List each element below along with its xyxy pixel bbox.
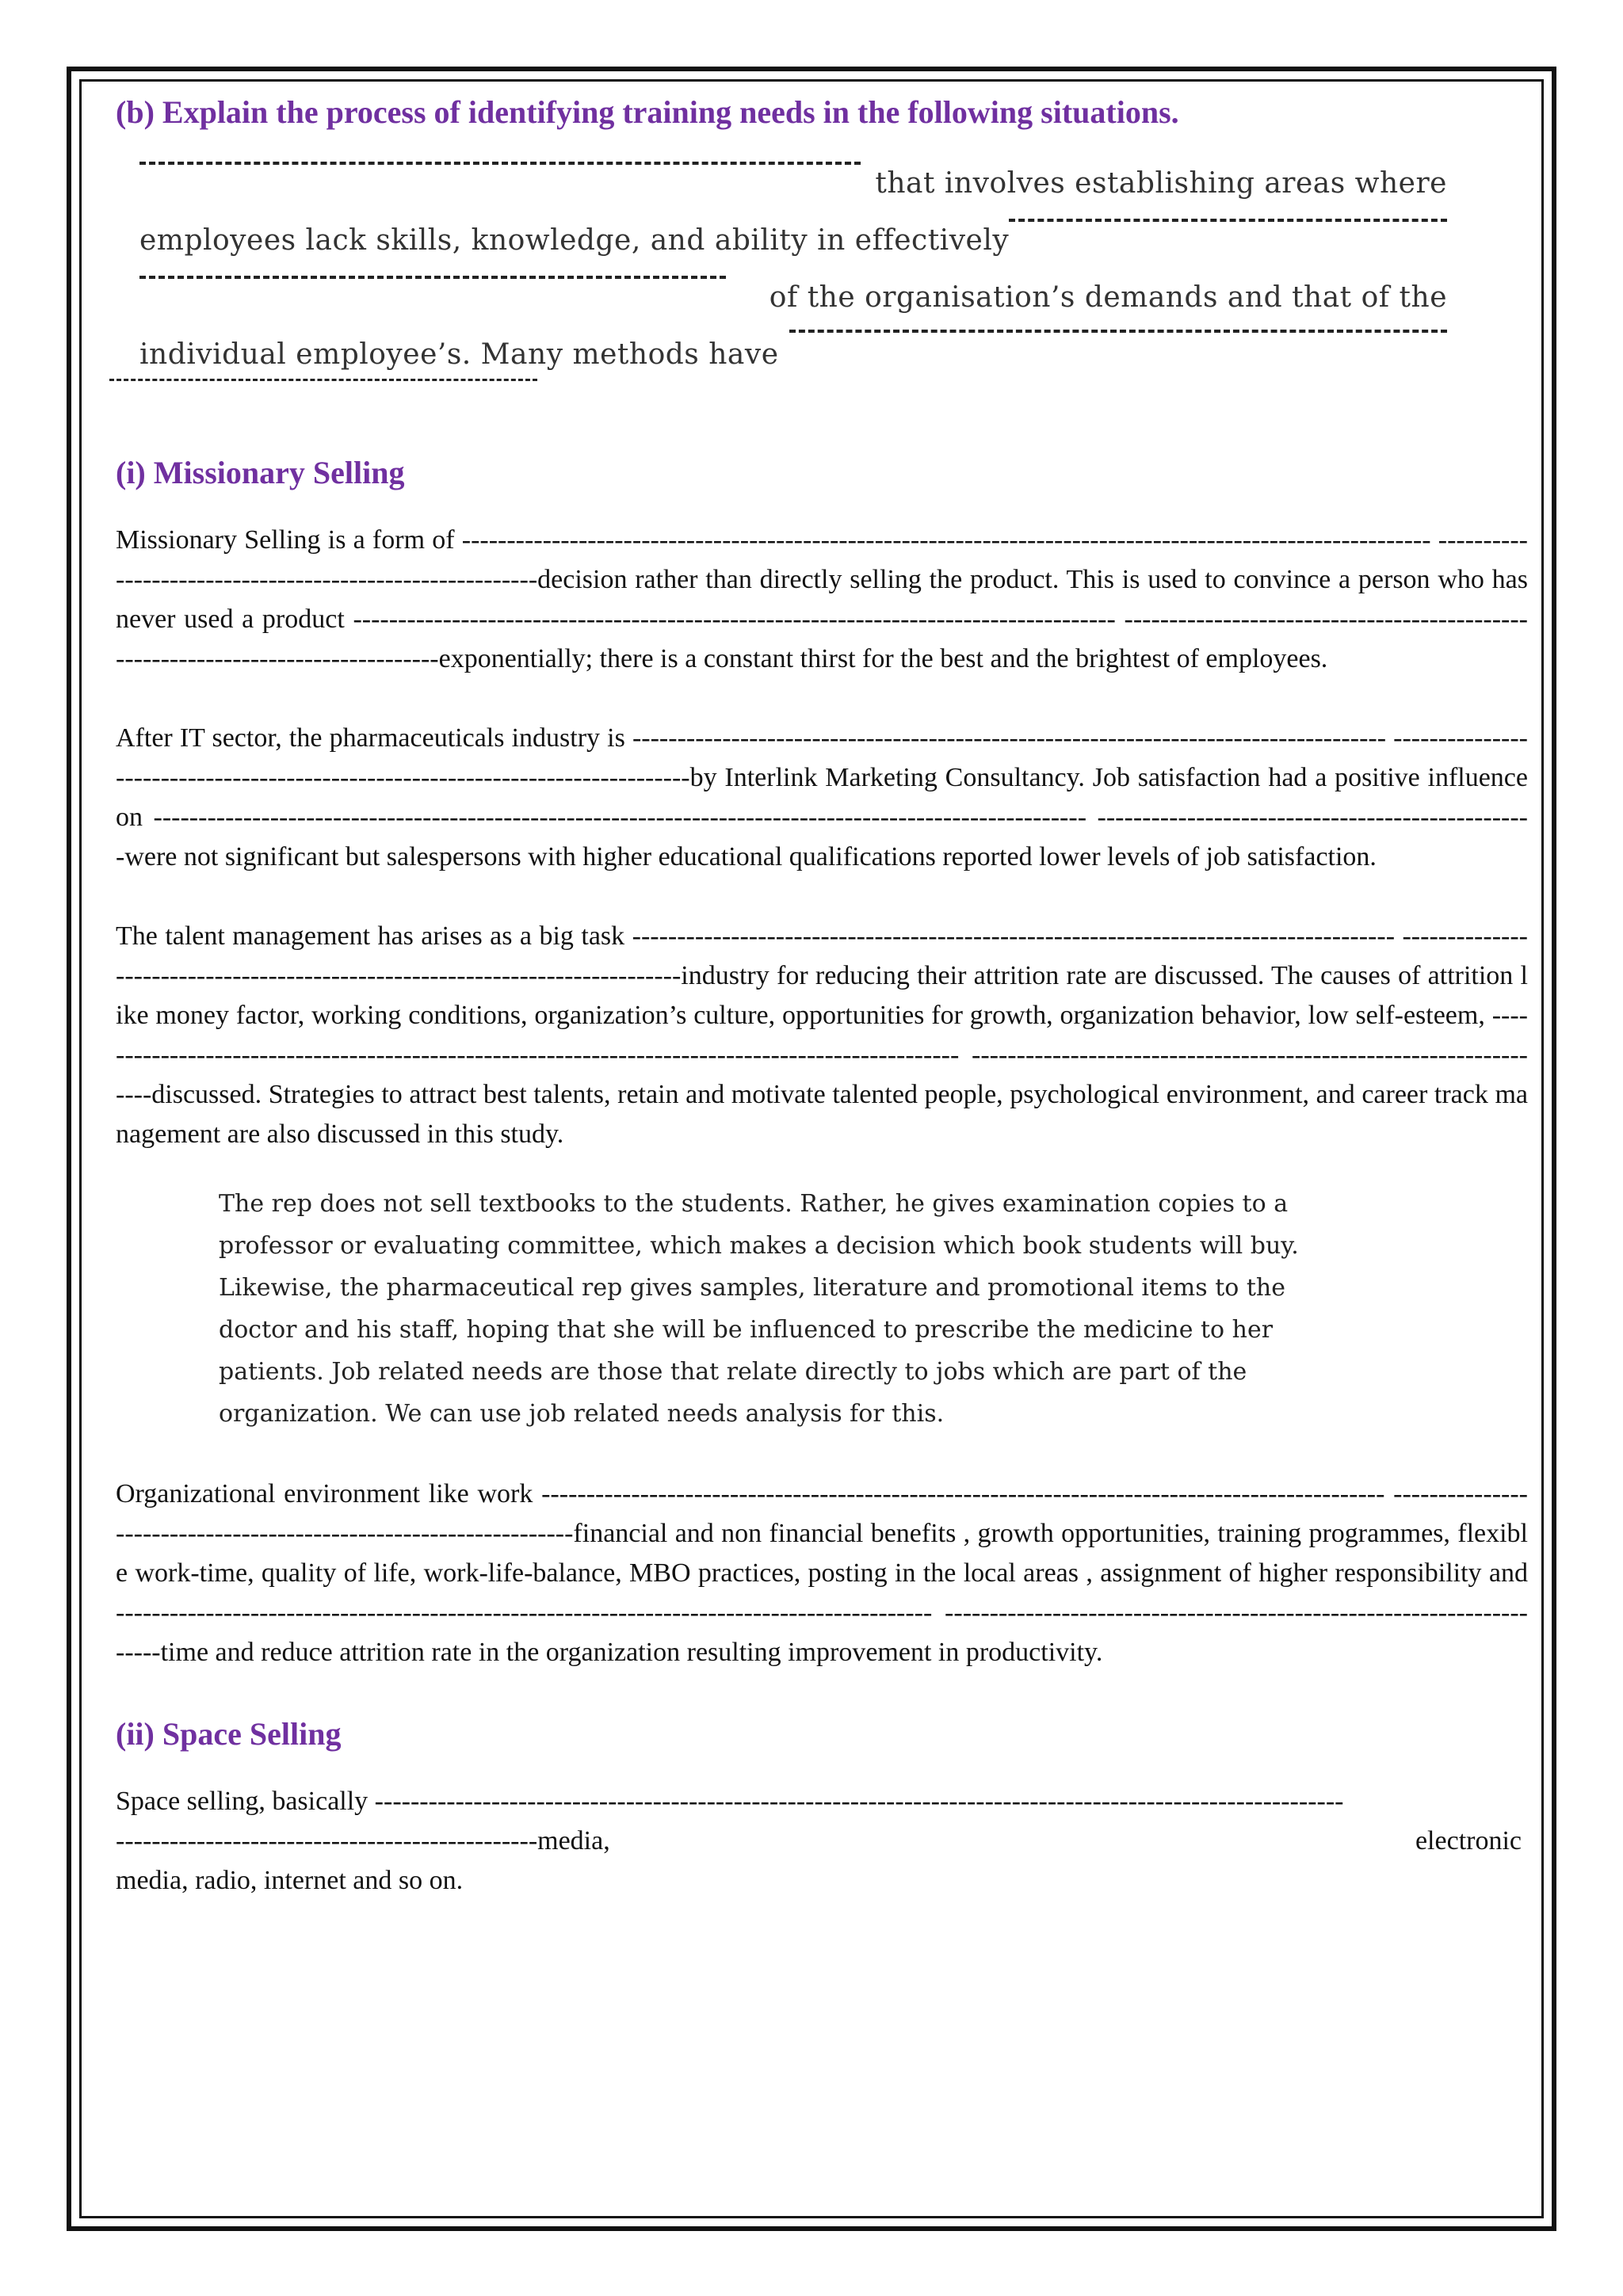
quote-line: organization. We can use job related needs analysis for this. [219,1400,945,1428]
excerpt-text: employees lack skills, knowledge, and ability in effectively [139,224,1010,257]
quote-line: Likewise, the pharmaceutical rep gives samples, literature and promotional items to the [219,1274,1285,1302]
paragraph-line [116,1821,1528,1861]
excerpt-line [139,269,1447,326]
section-title-missionary-selling: (i) Missionary Selling [116,455,405,490]
blank-dash [109,379,537,381]
section-title-space-selling: (ii) Space Selling [116,1716,342,1752]
blank-dash [139,276,726,279]
blank-dash [1009,219,1447,222]
body-paragraph: After IT sector, the pharmaceuticals industry is ------------------------------------------------------------------------------------ -------------------------------------------------------------------------------by Interlink Marketing Consultancy. Job satisfaction had a positive influence on -------------------------------------------------------------------------------------------------------- -------------------------------------------------were not significant but salespersons with higher educational qualifications reported lower levels of job satisfaction. [116,723,1528,871]
body-paragraph: Missionary Selling is a form of ------------------------------------------------------------------------------------------------------------ ---------------------------------------------------------decision rather than directly selling the product. This is used to convince a person who has never used a product ------------------------------------------------------------------------------------- ---------------------------------------------------------------------------------exponentially; there is a constant thirst for the best and the brightest of employees. [116,525,1528,673]
intro-excerpt-image [139,155,1447,381]
excerpt-line [139,155,1447,212]
blank-dash [789,330,1447,333]
quote-line: doctor and his staff, hoping that she will be influenced to prescribe the medicine to her [219,1316,1274,1344]
space-selling-paragraph [116,1782,1528,1901]
quote-line: patients. Job related needs are those that relate directly to jobs which are part of the [219,1358,1247,1386]
body-paragraph: The talent management has arises as a big task ------------------------------------------------------------------------------------- -----------------------------------------------------------------------------industry for reducing their attrition rate are discussed. The causes of attrition like money factor, working conditions, organization’s culture, opportunities for growth, organization behavior, low self-esteem, -------------------------------------------------------------------------------------------------- ------------------------------------------------------------------discussed. Strategies to attract best talents, retain and motivate talented people, psychological environment, and career track management are also discussed in this study. [116,921,1528,1149]
excerpt-text: of the organisation’s demands and that of the [769,281,1447,314]
excerpt-line [139,212,1447,269]
quote-excerpt-image [219,1183,1392,1435]
excerpt-text: individual employee’s. Many methods have [139,338,779,371]
paragraph-text: electronic [1415,1826,1522,1855]
page-content [116,93,1528,1901]
excerpt-line [139,326,1447,383]
blank-dash [139,162,861,165]
question-heading: (b) Explain the process of identifying training needs in the following situations. [116,94,1179,130]
paragraph-line: media, radio, internet and so on. [116,1866,464,1895]
quote-line: professor or evaluating committee, which makes a decision which book students will buy. [219,1232,1299,1260]
quote-line: The rep does not sell textbooks to the students. Rather, he gives examination copies to a [219,1190,1289,1218]
paragraph-text: -----------------------------------------------media, [116,1826,610,1855]
excerpt-text: that involves establishing areas where [875,167,1447,200]
body-paragraph: Organizational environment like work ---------------------------------------------------------------------------------------------- ------------------------------------------------------------------financial and non financial benefits , growth opportunities, training programmes, flexible work-time, quality of life, work-life-balance, MBO practices, posting in the local areas , assignment of higher responsibility and ------------------------------------------------------------------------------------------- ----------------------------------------------------------------------time and reduce attrition rate in the organization resulting improvement in productivity. [116,1479,1528,1667]
paragraph-line: Space selling, basically ------------------------------------------------------------------------------------------------------------ [116,1787,1344,1816]
